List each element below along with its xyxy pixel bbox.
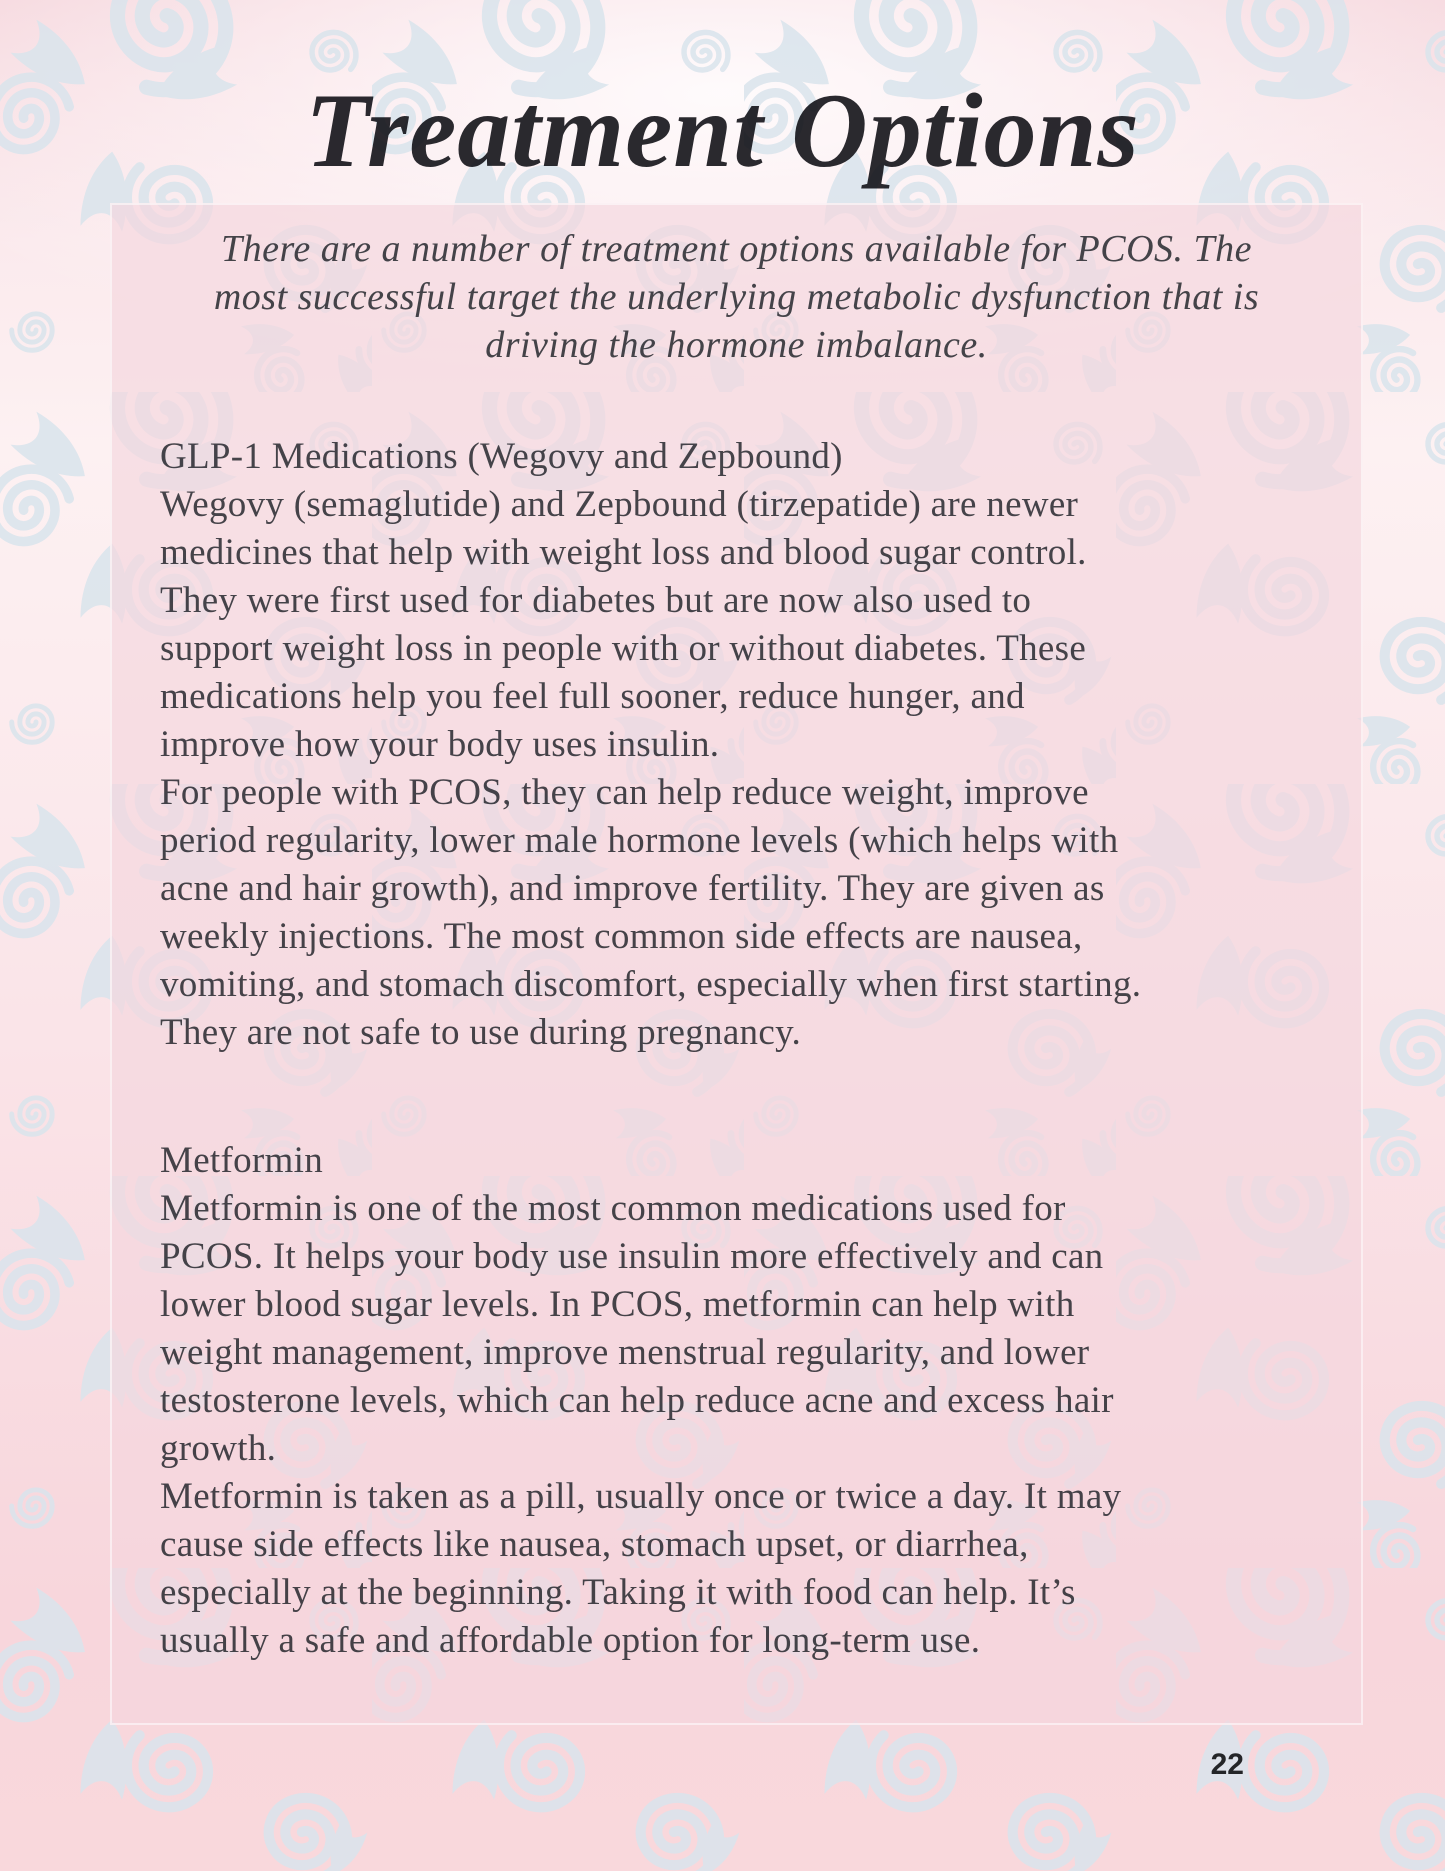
text-line: driving the hormone imbalance. <box>485 324 988 366</box>
text-line: usually a safe and affordable option for long-term use. <box>160 1620 981 1661</box>
section-glp1-medications <box>160 433 1313 1057</box>
text-line: There are a number of treatment options available for PCOS. The <box>220 228 1253 270</box>
page-title: Treatment Options <box>305 72 1140 189</box>
text-line: vomiting, and stomach discomfort, especially when first starting. <box>160 964 1142 1005</box>
text-line: improve how your body uses insulin. <box>160 724 720 765</box>
text-line: most successful target the underlying metabolic dysfunction that is <box>213 276 1260 318</box>
content-panel <box>110 203 1363 1725</box>
text-line: weight management, improve menstrual regularity, and lower <box>160 1332 1090 1373</box>
text-line: cause side effects like nausea, stomach upset, or diarrhea, <box>160 1524 1029 1565</box>
text-line: For people with PCOS, they can help reduce weight, improve <box>160 772 1089 813</box>
text-line: Metformin is taken as a pill, usually once or twice a day. It may <box>160 1476 1122 1517</box>
section-text <box>160 1185 1313 1665</box>
text-line: acne and hair growth), and improve fertility. They are given as <box>160 868 1105 909</box>
text-line: lower blood sugar levels. In PCOS, metformin can help with <box>160 1284 1075 1325</box>
text-line: medicines that help with weight loss and blood sugar control. <box>160 532 1087 573</box>
text-line: growth. <box>160 1428 277 1469</box>
text-line: testosterone levels, which can help reduce acne and excess hair <box>160 1380 1114 1421</box>
section-text <box>160 481 1313 1057</box>
text-line: They were first used for diabetes but are now also used to <box>160 580 1032 621</box>
section-heading: GLP-1 Medications (Wegovy and Zepbound) <box>160 436 843 477</box>
text-line: especially at the beginning. Taking it with food can help. It’s <box>160 1572 1076 1613</box>
page-number: 22 <box>1210 1748 1244 1781</box>
text-line: Wegovy (semaglutide) and Zepbound (tirzepatide) are newer <box>160 484 1079 525</box>
text-line: Metformin is one of the most common medications used for <box>160 1188 1066 1229</box>
text-line: support weight loss in people with or without diabetes. These <box>160 628 1087 669</box>
text-line: period regularity, lower male hormone levels (which helps with <box>160 820 1119 861</box>
text-line: medications help you feel full sooner, reduce hunger, and <box>160 676 1025 717</box>
text-line: PCOS. It helps your body use insulin more effectively and can <box>160 1236 1104 1277</box>
section-heading: Metformin <box>160 1140 324 1181</box>
section-metformin <box>160 1137 1313 1665</box>
text-line: weekly injections. The most common side effects are nausea, <box>160 916 1083 957</box>
text-line: They are not safe to use during pregnancy. <box>160 1012 802 1053</box>
intro-paragraph <box>160 225 1313 369</box>
